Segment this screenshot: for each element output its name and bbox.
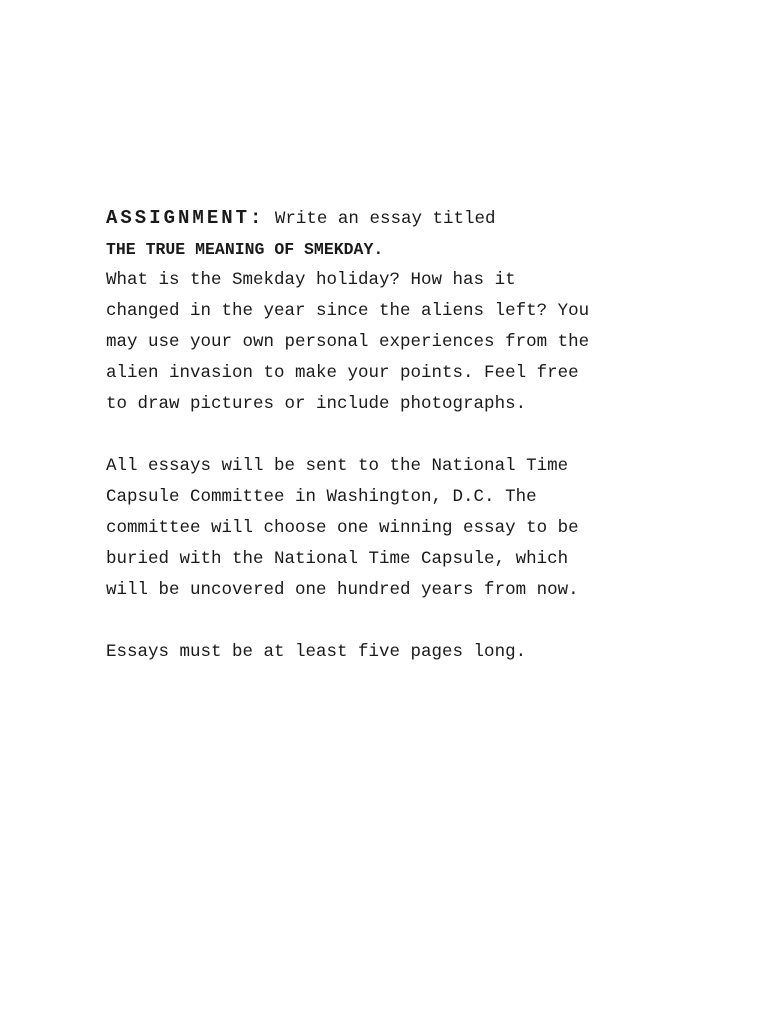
paragraph-2-line: Capsule Committee in Washington, D.C. The bbox=[106, 487, 537, 507]
essay-title: THE TRUE MEANING OF SMEKDAY. bbox=[106, 240, 384, 259]
assignment-label: ASSIGNMENT: bbox=[106, 207, 265, 229]
assignment-intro: Write an essay titled bbox=[264, 209, 496, 229]
paragraph-1-line: to draw pictures or include photographs. bbox=[106, 394, 527, 414]
paragraph-1-line: alien invasion to make your points. Feel free bbox=[106, 363, 579, 383]
paragraph-2-line: All essays will be sent to the National Time bbox=[106, 456, 569, 476]
paragraph-gap bbox=[106, 606, 666, 637]
paragraph-1-line: may use your own personal experiences from the bbox=[106, 332, 590, 352]
paragraph-1-line: changed in the year since the aliens left? You bbox=[106, 301, 590, 321]
paragraph-2-line: buried with the National Time Capsule, which bbox=[106, 549, 569, 569]
paragraph-1-line: What is the Smekday holiday? How has it bbox=[106, 270, 516, 290]
paragraph-3-line: Essays must be at least five pages long. bbox=[106, 642, 527, 662]
paragraph-gap bbox=[106, 420, 666, 451]
paragraph-2-line: will be uncovered one hundred years from now. bbox=[106, 580, 579, 600]
paragraph-2-line: committee will choose one winning essay to be bbox=[106, 518, 579, 538]
assignment-header-line bbox=[106, 203, 666, 234]
assignment-text bbox=[106, 203, 666, 668]
